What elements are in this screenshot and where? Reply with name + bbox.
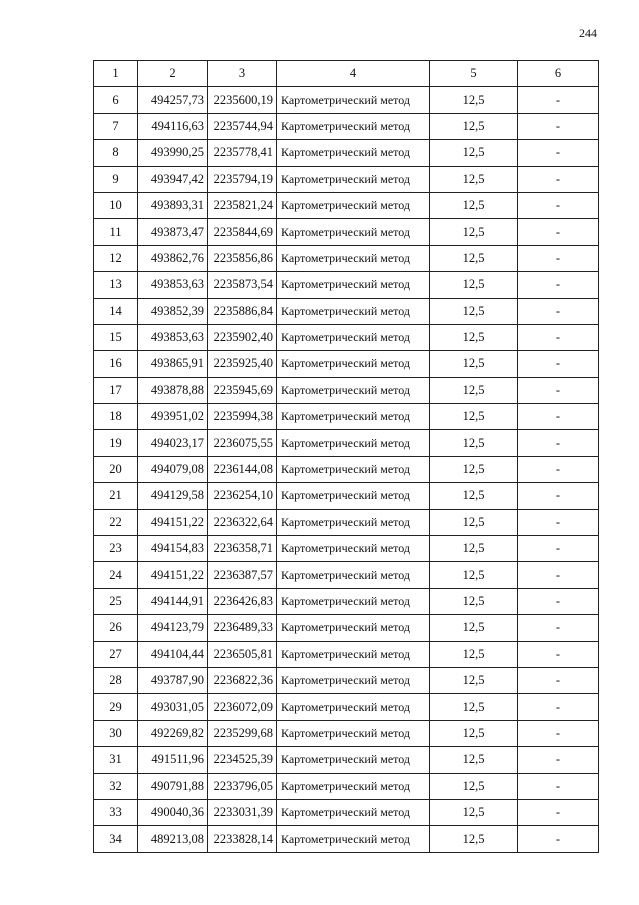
method-cell: Картометрический метод	[277, 245, 430, 271]
table-row	[94, 219, 599, 245]
accuracy-cell: 12,5	[430, 456, 518, 482]
table-row	[94, 747, 599, 773]
point-number-cell: 7	[94, 113, 138, 139]
y-coordinate-cell: 2235873,54	[208, 272, 277, 298]
table-row	[94, 562, 599, 588]
y-coordinate-cell: 2235778,41	[208, 140, 277, 166]
description-cell: -	[518, 245, 599, 271]
x-coordinate-cell: 490791,88	[138, 773, 208, 799]
description-cell: -	[518, 826, 599, 852]
y-coordinate-cell: 2235794,19	[208, 166, 277, 192]
x-coordinate-cell: 489213,08	[138, 826, 208, 852]
x-coordinate-cell: 493031,05	[138, 694, 208, 720]
table-row	[94, 377, 599, 403]
accuracy-cell: 12,5	[430, 826, 518, 852]
y-coordinate-cell: 2236322,64	[208, 509, 277, 535]
point-number-cell: 10	[94, 192, 138, 218]
y-coordinate-cell: 2236822,36	[208, 667, 277, 693]
table-row	[94, 351, 599, 377]
accuracy-cell: 12,5	[430, 615, 518, 641]
accuracy-cell: 12,5	[430, 562, 518, 588]
table-row	[94, 298, 599, 324]
accuracy-cell: 12,5	[430, 509, 518, 535]
point-number-cell: 34	[94, 826, 138, 852]
accuracy-cell: 12,5	[430, 351, 518, 377]
description-cell: -	[518, 377, 599, 403]
y-coordinate-cell: 2236075,55	[208, 430, 277, 456]
y-coordinate-cell: 2235821,24	[208, 192, 277, 218]
table-row	[94, 694, 599, 720]
page-number: 244	[579, 26, 597, 40]
point-number-cell: 24	[94, 562, 138, 588]
y-coordinate-cell: 2236387,57	[208, 562, 277, 588]
coordinates-table	[93, 60, 599, 853]
x-coordinate-cell: 490040,36	[138, 799, 208, 825]
table-row	[94, 87, 599, 113]
method-cell: Картометрический метод	[277, 509, 430, 535]
accuracy-cell: 12,5	[430, 87, 518, 113]
point-number-cell: 6	[94, 87, 138, 113]
method-cell: Картометрический метод	[277, 641, 430, 667]
y-coordinate-cell: 2236505,81	[208, 641, 277, 667]
table-row	[94, 773, 599, 799]
y-coordinate-cell: 2233031,39	[208, 799, 277, 825]
accuracy-cell: 12,5	[430, 773, 518, 799]
table-row	[94, 272, 599, 298]
method-cell: Картометрический метод	[277, 615, 430, 641]
point-number-cell: 9	[94, 166, 138, 192]
method-cell: Картометрический метод	[277, 351, 430, 377]
y-coordinate-cell: 2235886,84	[208, 298, 277, 324]
header-cell-point-number: 1	[94, 61, 138, 87]
description-cell: -	[518, 87, 599, 113]
point-number-cell: 16	[94, 351, 138, 377]
description-cell: -	[518, 536, 599, 562]
description-cell: -	[518, 562, 599, 588]
y-coordinate-cell: 2235744,94	[208, 113, 277, 139]
method-cell: Картометрический метод	[277, 536, 430, 562]
table-row	[94, 430, 599, 456]
point-number-cell: 12	[94, 245, 138, 271]
description-cell: -	[518, 351, 599, 377]
method-cell: Картометрический метод	[277, 404, 430, 430]
x-coordinate-cell: 494257,73	[138, 87, 208, 113]
table-row	[94, 641, 599, 667]
description-cell: -	[518, 192, 599, 218]
table-row	[94, 113, 599, 139]
accuracy-cell: 12,5	[430, 140, 518, 166]
y-coordinate-cell: 2233828,14	[208, 826, 277, 852]
x-coordinate-cell: 494104,44	[138, 641, 208, 667]
description-cell: -	[518, 694, 599, 720]
description-cell: -	[518, 113, 599, 139]
table-row	[94, 404, 599, 430]
accuracy-cell: 12,5	[430, 113, 518, 139]
table-row	[94, 667, 599, 693]
table-row	[94, 245, 599, 271]
method-cell: Картометрический метод	[277, 87, 430, 113]
point-number-cell: 25	[94, 588, 138, 614]
description-cell: -	[518, 404, 599, 430]
description-cell: -	[518, 773, 599, 799]
x-coordinate-cell: 494144,91	[138, 588, 208, 614]
method-cell: Картометрический метод	[277, 773, 430, 799]
y-coordinate-cell: 2235299,68	[208, 720, 277, 746]
table-row	[94, 509, 599, 535]
table-row	[94, 483, 599, 509]
method-cell: Картометрический метод	[277, 667, 430, 693]
method-cell: Картометрический метод	[277, 272, 430, 298]
description-cell: -	[518, 747, 599, 773]
description-cell: -	[518, 272, 599, 298]
table-row	[94, 536, 599, 562]
accuracy-cell: 12,5	[430, 799, 518, 825]
description-cell: -	[518, 509, 599, 535]
method-cell: Картометрический метод	[277, 140, 430, 166]
accuracy-cell: 12,5	[430, 404, 518, 430]
accuracy-cell: 12,5	[430, 192, 518, 218]
method-cell: Картометрический метод	[277, 562, 430, 588]
point-number-cell: 22	[94, 509, 138, 535]
table-row	[94, 826, 599, 852]
accuracy-cell: 12,5	[430, 536, 518, 562]
x-coordinate-cell: 494154,83	[138, 536, 208, 562]
x-coordinate-cell: 494129,58	[138, 483, 208, 509]
table-row	[94, 588, 599, 614]
method-cell: Картометрический метод	[277, 298, 430, 324]
table-row	[94, 456, 599, 482]
accuracy-cell: 12,5	[430, 324, 518, 350]
x-coordinate-cell: 493873,47	[138, 219, 208, 245]
y-coordinate-cell: 2235902,40	[208, 324, 277, 350]
accuracy-cell: 12,5	[430, 641, 518, 667]
table-row	[94, 166, 599, 192]
method-cell: Картометрический метод	[277, 456, 430, 482]
x-coordinate-cell: 493853,63	[138, 324, 208, 350]
description-cell: -	[518, 799, 599, 825]
accuracy-cell: 12,5	[430, 588, 518, 614]
point-number-cell: 19	[94, 430, 138, 456]
table-row	[94, 192, 599, 218]
x-coordinate-cell: 494116,63	[138, 113, 208, 139]
y-coordinate-cell: 2233796,05	[208, 773, 277, 799]
x-coordinate-cell: 493893,31	[138, 192, 208, 218]
method-cell: Картометрический метод	[277, 166, 430, 192]
description-cell: -	[518, 166, 599, 192]
table-row	[94, 324, 599, 350]
header-cell-y: 3	[208, 61, 277, 87]
point-number-cell: 28	[94, 667, 138, 693]
accuracy-cell: 12,5	[430, 166, 518, 192]
y-coordinate-cell: 2236426,83	[208, 588, 277, 614]
method-cell: Картометрический метод	[277, 219, 430, 245]
accuracy-cell: 12,5	[430, 720, 518, 746]
accuracy-cell: 12,5	[430, 747, 518, 773]
x-coordinate-cell: 493947,42	[138, 166, 208, 192]
accuracy-cell: 12,5	[430, 272, 518, 298]
x-coordinate-cell: 493990,25	[138, 140, 208, 166]
y-coordinate-cell: 2236254,10	[208, 483, 277, 509]
description-cell: -	[518, 615, 599, 641]
description-cell: -	[518, 720, 599, 746]
method-cell: Картометрический метод	[277, 747, 430, 773]
y-coordinate-cell: 2235925,40	[208, 351, 277, 377]
method-cell: Картометрический метод	[277, 324, 430, 350]
table-body	[94, 87, 599, 852]
method-cell: Картометрический метод	[277, 694, 430, 720]
point-number-cell: 31	[94, 747, 138, 773]
method-cell: Картометрический метод	[277, 113, 430, 139]
x-coordinate-cell: 494123,79	[138, 615, 208, 641]
x-coordinate-cell: 493852,39	[138, 298, 208, 324]
y-coordinate-cell: 2236358,71	[208, 536, 277, 562]
accuracy-cell: 12,5	[430, 694, 518, 720]
accuracy-cell: 12,5	[430, 430, 518, 456]
point-number-cell: 20	[94, 456, 138, 482]
method-cell: Картометрический метод	[277, 430, 430, 456]
description-cell: -	[518, 641, 599, 667]
table-row	[94, 799, 599, 825]
description-cell: -	[518, 219, 599, 245]
x-coordinate-cell: 491511,96	[138, 747, 208, 773]
y-coordinate-cell: 2235844,69	[208, 219, 277, 245]
method-cell: Картометрический метод	[277, 483, 430, 509]
y-coordinate-cell: 2236072,09	[208, 694, 277, 720]
point-number-cell: 8	[94, 140, 138, 166]
y-coordinate-cell: 2236489,33	[208, 615, 277, 641]
point-number-cell: 29	[94, 694, 138, 720]
table-header-row	[94, 61, 599, 87]
method-cell: Картометрический метод	[277, 192, 430, 218]
header-cell-method: 4	[277, 61, 430, 87]
method-cell: Картометрический метод	[277, 799, 430, 825]
accuracy-cell: 12,5	[430, 219, 518, 245]
table-row	[94, 720, 599, 746]
header-cell-description: 6	[518, 61, 599, 87]
x-coordinate-cell: 494151,22	[138, 509, 208, 535]
description-cell: -	[518, 456, 599, 482]
point-number-cell: 15	[94, 324, 138, 350]
point-number-cell: 23	[94, 536, 138, 562]
point-number-cell: 18	[94, 404, 138, 430]
y-coordinate-cell: 2235856,86	[208, 245, 277, 271]
point-number-cell: 33	[94, 799, 138, 825]
point-number-cell: 11	[94, 219, 138, 245]
y-coordinate-cell: 2235600,19	[208, 87, 277, 113]
method-cell: Картометрический метод	[277, 377, 430, 403]
point-number-cell: 14	[94, 298, 138, 324]
y-coordinate-cell: 2234525,39	[208, 747, 277, 773]
point-number-cell: 27	[94, 641, 138, 667]
x-coordinate-cell: 493865,91	[138, 351, 208, 377]
description-cell: -	[518, 140, 599, 166]
x-coordinate-cell: 493787,90	[138, 667, 208, 693]
x-coordinate-cell: 494079,08	[138, 456, 208, 482]
method-cell: Картометрический метод	[277, 588, 430, 614]
y-coordinate-cell: 2236144,08	[208, 456, 277, 482]
header-cell-x: 2	[138, 61, 208, 87]
point-number-cell: 26	[94, 615, 138, 641]
point-number-cell: 13	[94, 272, 138, 298]
y-coordinate-cell: 2235945,69	[208, 377, 277, 403]
x-coordinate-cell: 492269,82	[138, 720, 208, 746]
description-cell: -	[518, 430, 599, 456]
x-coordinate-cell: 493951,02	[138, 404, 208, 430]
method-cell: Картометрический метод	[277, 720, 430, 746]
x-coordinate-cell: 493853,63	[138, 272, 208, 298]
point-number-cell: 30	[94, 720, 138, 746]
y-coordinate-cell: 2235994,38	[208, 404, 277, 430]
point-number-cell: 21	[94, 483, 138, 509]
x-coordinate-cell: 494023,17	[138, 430, 208, 456]
accuracy-cell: 12,5	[430, 298, 518, 324]
accuracy-cell: 12,5	[430, 483, 518, 509]
point-number-cell: 32	[94, 773, 138, 799]
x-coordinate-cell: 493862,76	[138, 245, 208, 271]
description-cell: -	[518, 588, 599, 614]
point-number-cell: 17	[94, 377, 138, 403]
accuracy-cell: 12,5	[430, 245, 518, 271]
x-coordinate-cell: 494151,22	[138, 562, 208, 588]
method-cell: Картометрический метод	[277, 826, 430, 852]
table-row	[94, 140, 599, 166]
description-cell: -	[518, 483, 599, 509]
description-cell: -	[518, 298, 599, 324]
description-cell: -	[518, 324, 599, 350]
accuracy-cell: 12,5	[430, 667, 518, 693]
description-cell: -	[518, 667, 599, 693]
accuracy-cell: 12,5	[430, 377, 518, 403]
table-row	[94, 615, 599, 641]
x-coordinate-cell: 493878,88	[138, 377, 208, 403]
header-cell-accuracy: 5	[430, 61, 518, 87]
